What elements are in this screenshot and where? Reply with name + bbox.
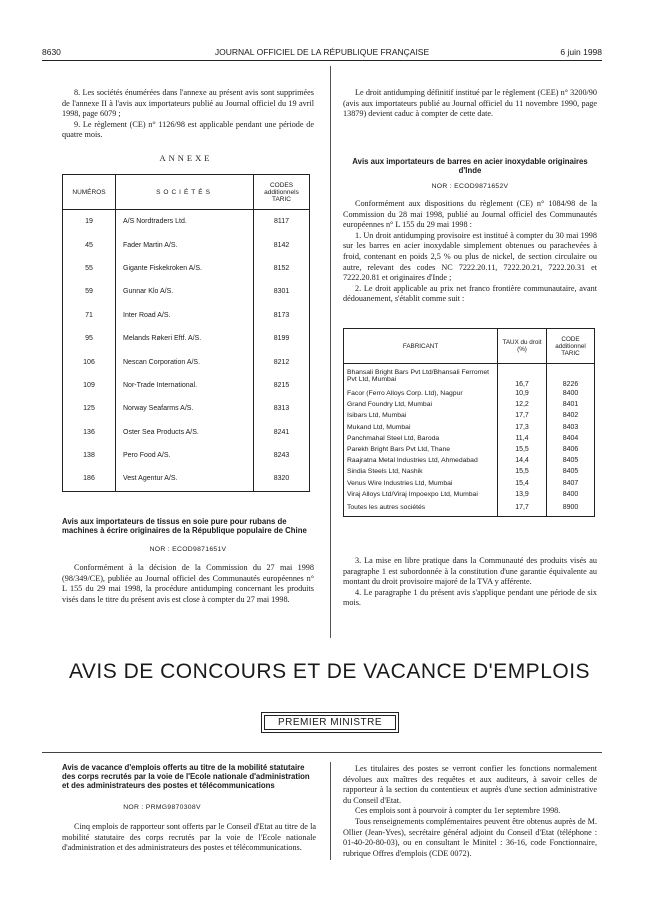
section-rule	[42, 752, 602, 753]
paragraph-8: 8. Les sociétés énumérées dans l'annexe au présent avis sont supprimées de l'annexe II à l'avis aux importateurs publié au Journal officiel du 19 avril 1998, page 6079 ;	[62, 88, 314, 119]
cell-fabricant: Mukand Ltd, Mumbai	[344, 422, 498, 433]
header-societes: SOCIÉTÉS	[116, 175, 254, 210]
cell-code: 8400	[562, 490, 579, 498]
cell-taux: 16,7	[498, 364, 547, 389]
cell-societe: Inter Road A/S.	[116, 304, 254, 327]
cell-code: 8406	[562, 446, 579, 454]
running-header	[42, 47, 602, 59]
paragraph-9: 9. Le règlement (CE) n° 1126/98 est applicable pendant une période de quatre mois.	[62, 119, 314, 140]
cell-societe: Gunnar Klo A/S.	[116, 280, 254, 303]
left-intro	[62, 88, 314, 141]
silk-notice-body	[62, 563, 314, 605]
table-header-row	[63, 175, 310, 210]
vacancy-start-date: Ces emplois sont à pourvoir à compter du 1er septembre 1998.	[355, 806, 561, 816]
header-rule	[42, 60, 602, 61]
cell-fabricant: Isibars Ltd, Mumbai	[344, 410, 498, 421]
cell-fabricant: Toutes les autres sociétés	[344, 500, 498, 517]
table-row	[344, 489, 595, 500]
cell-societe: Norway Seafarms A/S.	[116, 397, 254, 420]
cell-fabricant: Raajratna Metal Industries Ltd, Ahmedabad	[344, 455, 498, 466]
cell-code: 8152	[273, 264, 290, 272]
table-row	[63, 327, 310, 350]
vacancy-text: Cinq emplois de rapporteur sont offerts par le Conseil d'Etat au titre de la mobilité statutaire des corps recrutés par la voie de l'Ecole nationale d'administration et des administrateurs des postes et télécommunications.	[62, 822, 316, 853]
bars-notice-body	[343, 199, 597, 305]
cell-code: 8900	[562, 504, 579, 512]
issue-date: 6 juin 1998	[560, 47, 602, 57]
table-row	[344, 364, 595, 389]
table-row	[344, 444, 595, 455]
cell-taux: 17,7	[498, 500, 547, 517]
table-row	[344, 410, 595, 421]
table-row	[344, 478, 595, 489]
cell-code: 8117	[273, 218, 290, 226]
cell-code: 8400	[562, 390, 579, 398]
table-row	[344, 422, 595, 433]
cell-num: 109	[63, 374, 116, 397]
bars-paragraph-1: 1. Un droit antidumping provisoire est institué à compter du 30 mai 1998 sur les barres en acier inoxydable simplement obtenues ou parachevées à froid, contenant en poids 2,5 % ou plus de nickel, de section circulaire ou autre, relevant des codes NC 7222.20.11, 7222.20.21, 7222.20.31 et 7222.20.81 et originaires d'Inde ;	[343, 230, 597, 283]
header-fabricant: FABRICANT	[344, 329, 498, 364]
cell-code: 8226	[562, 381, 579, 388]
page-number: 8630	[42, 47, 61, 57]
cell-fabricant: Venus Wire Industries Ltd, Mumbai	[344, 478, 498, 489]
table-row	[63, 444, 310, 467]
silk-body-text: Conformément à la décision de la Commission du 27 mai 1998 (98/349/CE), publiée au Journal officiel des Communautés européennes n° L 155 du 29 mai 1998, la procédure antidumping concernant les produits visés dans le titre du présent avis est close à compter du 27 mai 1998.	[62, 563, 314, 604]
cell-code: 8313	[273, 405, 290, 413]
silk-notice-nor: NOR : ECOD9871651V	[149, 546, 227, 553]
vacancy-nor: NOR : PRMG9870308V	[123, 804, 201, 811]
cell-fabricant: Parekh Bright Bars Pvt Ltd, Thane	[344, 444, 498, 455]
cell-code: 8241	[273, 428, 290, 436]
table-row	[344, 433, 595, 444]
bars-notice-nor: NOR : ECOD9871652V	[431, 183, 509, 190]
cell-num: 59	[63, 280, 116, 303]
cell-societe: Oster Sea Products A/S.	[116, 421, 254, 444]
table-row	[344, 399, 595, 410]
bars-paragraph-3: 3. La mise en libre pratique dans la Communauté des produits visés au paragraphe 1 est subordonnée à la constitution d'une garantie équivalente au montant du droit provisoire majoré de la TVA y afférente.	[343, 556, 597, 587]
cell-code: 8243	[273, 452, 290, 460]
cell-code: 8401	[562, 401, 579, 409]
cell-taux: 15,5	[498, 444, 547, 455]
cell-code: 8403	[562, 423, 579, 431]
cell-num: 45	[63, 233, 116, 256]
annexe-title: ANNEXE	[159, 153, 213, 163]
cell-code: 8407	[562, 479, 579, 487]
cell-code: 8404	[562, 434, 579, 442]
column-divider-bottom	[330, 762, 331, 860]
cell-societe: Pero Food A/S.	[116, 444, 254, 467]
cell-fabricant: Sindia Steels Ltd, Nashik	[344, 466, 498, 477]
journal-title: JOURNAL OFFICIEL DE LA RÉPUBLIQUE FRANÇAISE	[214, 47, 430, 57]
cell-societe: A/S Nordtraders Ltd.	[116, 210, 254, 234]
table-row	[63, 280, 310, 303]
header-numeros: NUMÉROS	[63, 175, 116, 210]
table-row	[63, 304, 310, 327]
table-row	[344, 388, 595, 399]
cell-fabricant: Bhansali Bright Bars Pvt Ltd/Bhansali Ferromet Pvt Ltd, Mumbai	[344, 364, 498, 389]
cell-societe: Vest Agentur A/S.	[116, 467, 254, 491]
table-row	[63, 210, 310, 234]
cell-code: 8173	[273, 311, 290, 319]
bars-paragraph-4: 4. Le paragraphe 1 du présent avis s'applique pendant une période de six mois.	[343, 587, 597, 608]
cell-societe: Melands Røkeri Eftf. A/S.	[116, 327, 254, 350]
cell-taux: 15,4	[498, 478, 547, 489]
cell-taux: 14,4	[498, 455, 547, 466]
cell-societe: Fader Martin A/S.	[116, 233, 254, 256]
vacancy-body	[62, 822, 316, 854]
header-codes: CODES additionnels TARIC	[254, 175, 310, 210]
table-row	[344, 455, 595, 466]
cell-code: 8199	[273, 335, 290, 343]
cell-num: 125	[63, 397, 116, 420]
cell-num: 186	[63, 467, 116, 491]
cell-societe: Gigante Fiskekroken A/S.	[116, 257, 254, 280]
ministry-box	[261, 712, 399, 733]
cell-num: 19	[63, 210, 116, 234]
cell-societe: Nescan Corporation A/S.	[116, 350, 254, 373]
cell-taux: 17,7	[498, 410, 547, 421]
cell-code: 8142	[273, 241, 290, 249]
annexe-table	[62, 174, 310, 492]
cell-fabricant: Grand Foundry Ltd, Mumbai	[344, 399, 498, 410]
column-divider	[330, 66, 331, 638]
section-title: AVIS DE CONCOURS ET DE VACANCE D'EMPLOIS	[68, 660, 591, 683]
cell-societe: Nor-Trade International.	[116, 374, 254, 397]
cell-num: 106	[63, 350, 116, 373]
table-header-row	[344, 329, 595, 364]
vacancy-duties: Les titulaires des postes se verront confier les fonctions normalement dévolues aux maîtres des requêtes et aux auditeurs, à savoir celles de rapporteur à la section du contentieux et auprès d'une section administrative du Conseil d'Etat.	[343, 764, 597, 805]
cell-taux: 12,2	[498, 399, 547, 410]
bars-notice-closing	[343, 556, 597, 609]
cell-fabricant: Facor (Ferro Alloys Corp. Ltd), Nagpur	[344, 388, 498, 399]
cell-code: 8320	[273, 475, 290, 483]
table-row	[63, 421, 310, 444]
cell-code: 8215	[273, 381, 290, 389]
cell-num: 138	[63, 444, 116, 467]
vacancy-title: Avis de vacance d'emplois offerts au titre de la mobilité statutaire des corps recrutés par la voie de l'Ecole nationale d'administration et des administrateurs des postes et télécommunications	[62, 763, 310, 790]
vacancy-contact: Tous renseignements complémentaires peuvent être obtenus auprès de M. Ollier (Jean-Yves), secrétaire général adjoint du Conseil d'Etat (téléphone : 01-40-20-80-03), ou en consultant le Minitel : 36-16, code Fonctionnaire, rubrique Offres d'emplois (CDE 0072).	[343, 816, 597, 858]
table-row	[63, 233, 310, 256]
header-taux: TAUX du droit (%)	[498, 329, 547, 364]
table-row	[344, 466, 595, 477]
bars-intro: Conformément aux dispositions du règlement (CE) n° 1084/98 de la Commission du 28 mai 1998, publié au Journal officiel des Communautés européennes n° L 155 du 29 mai 1998 :	[343, 199, 597, 230]
cell-fabricant: Viraj Alloys Ltd/Viraj Impoexpo Ltd, Mumbai	[344, 489, 498, 500]
cell-code: 8212	[273, 358, 290, 366]
table-row	[63, 257, 310, 280]
cell-num: 55	[63, 257, 116, 280]
cell-taux: 10,9	[498, 388, 547, 399]
cell-num: 136	[63, 421, 116, 444]
cell-taux: 13,9	[498, 489, 547, 500]
silk-notice-title: Avis aux importateurs de tissus en soie pure pour rubans de machines à écrire originaires de la République populaire de Chine	[62, 517, 307, 535]
cell-num: 95	[63, 327, 116, 350]
cell-taux: 15,5	[498, 466, 547, 477]
cell-num: 71	[63, 304, 116, 327]
cell-code: 8405	[562, 457, 579, 465]
cell-code: 8402	[562, 412, 579, 420]
header-code: CODE additionnel TARIC	[547, 329, 595, 364]
duty-rate-table	[343, 328, 595, 517]
vacancy-right	[343, 764, 597, 859]
table-row	[344, 500, 595, 517]
cell-fabricant: Panchmahal Steel Ltd, Baroda	[344, 433, 498, 444]
cell-code: 8405	[562, 468, 579, 476]
cell-taux: 17,3	[498, 422, 547, 433]
table-row	[63, 350, 310, 373]
caducity-paragraph: Le droit antidumping définitif institué par le règlement (CEE) n° 3200/90 (avis aux importateurs publié au Journal officiel du 11 novembre 1990, page 13879) devient caduc à compter de cette date.	[343, 88, 597, 119]
cell-taux: 11,4	[498, 433, 547, 444]
bars-notice-title: Avis aux importateurs de barres en acier inoxydable originaires d'Inde	[352, 157, 588, 175]
ministry-label: PREMIER MINISTRE	[264, 715, 396, 730]
table-row	[63, 397, 310, 420]
table-row	[63, 374, 310, 397]
bars-paragraph-2: 2. Le droit applicable au prix net franco frontière communautaire, avant dédouanement, s'établit comme suit :	[343, 283, 597, 304]
table-row	[63, 467, 310, 491]
cell-code: 8301	[273, 288, 290, 296]
right-intro	[343, 88, 597, 120]
